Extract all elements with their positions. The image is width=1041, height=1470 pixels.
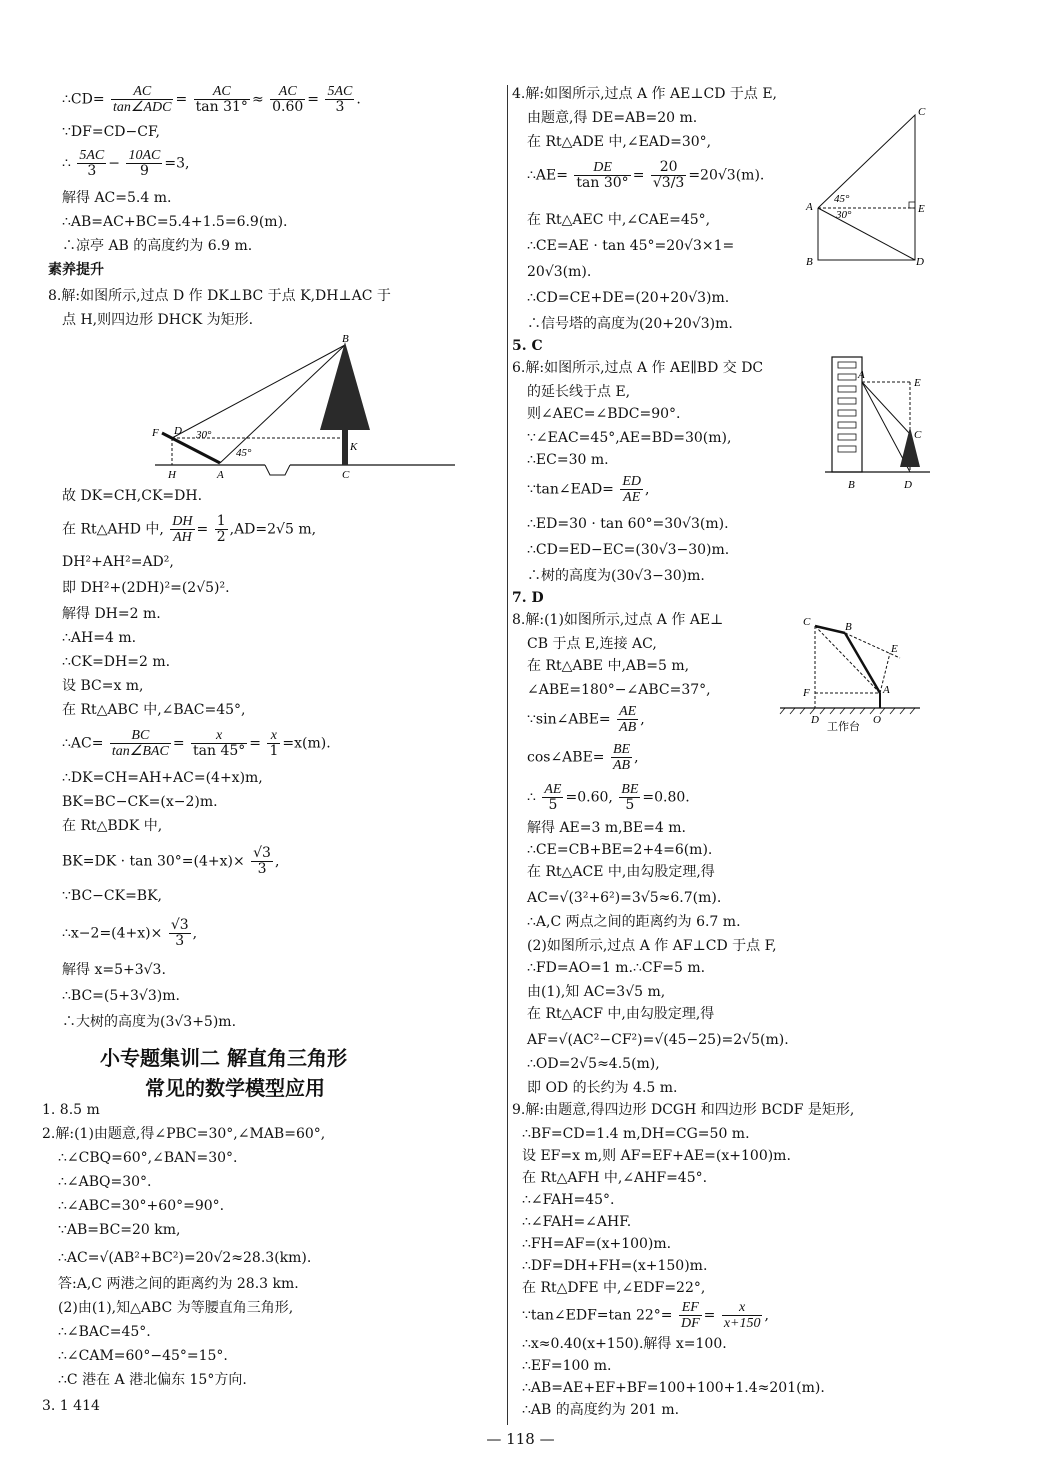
text-line: ∴CE=CB+BE=2+4=6(m). <box>527 842 713 858</box>
fig8-label: K <box>350 441 358 453</box>
text-line: ∴x≈0.40(x+150).解得 x=100. <box>522 1336 727 1352</box>
text-line: 在 Rt△ABE 中,AB=5 m, <box>527 658 690 674</box>
fig6-label: E <box>914 377 921 389</box>
text-line: ∴DF=DH+FH=(x+150)m. <box>522 1258 708 1274</box>
fig4-label: 45° <box>834 193 850 205</box>
eq-cd: ∴CD= $\frac{AC}{\text{tan∠ADC}}$ = $\frac{AC}{\tan 31^\circ}$ ≈ $\frac{AC}{0.60}$ = $\frac{5AC}{3}$ . <box>62 84 361 115</box>
text-line: 设 EF=x m,则 AF=EF+AE=(x+100)m. <box>522 1148 791 1164</box>
text-line: ∴大树的高度为(3√3+5)m. <box>62 1014 237 1030</box>
text-line: ∴OD=2√5≈4.5(m), <box>527 1056 660 1072</box>
text-line: ∴BC=(5+3√3)m. <box>62 988 180 1004</box>
text-line: ∵BC−CK=BK, <box>62 888 162 904</box>
text-line: 3. 1 414 <box>42 1398 100 1414</box>
text-line: ∴AH=4 m. <box>62 630 137 646</box>
eq-line: 在 Rt△AHD 中, $\frac{DH}{AH}$ = $\frac{1}{2}$ ,AD=2√5 m, <box>62 513 317 545</box>
text-line: 20√3(m). <box>527 264 592 280</box>
text-line: ∴EC=30 m. <box>527 452 609 468</box>
eq-line: ∴ $\frac{5AC}{3}$ − $\frac{10AC}{9}$ =3, <box>62 148 190 179</box>
text-line: ∴∠ABC=30°+60°=90°. <box>58 1198 225 1214</box>
text-line: 由题意,得 DE=AB=20 m. <box>527 110 698 126</box>
text-line: 解得 AE=3 m,BE=4 m. <box>527 820 686 836</box>
text-line: ∴AB=AC+BC=5.4+1.5=6.9(m). <box>62 214 288 230</box>
text-line: ∴∠FAH=45°. <box>522 1192 615 1208</box>
text-line: ∴AB=AE+EF+BF=100+100+1.4≈201(m). <box>522 1380 825 1396</box>
text-line: 9.解:由题意,得四边形 DCGH 和四边形 BCDF 是矩形, <box>512 1102 855 1118</box>
column-divider <box>507 85 508 1425</box>
text-line: 点 H,则四边形 DHCK 为矩形. <box>62 312 254 328</box>
text-line: 6.解:如图所示,过点 A 作 AE∥BD 交 DC <box>512 360 764 376</box>
text-line: 的延长线于点 E, <box>527 384 631 400</box>
text-line: ∴∠CAM=60°−45°=15°. <box>58 1348 228 1364</box>
text-line: DH²+AH²=AD², <box>62 554 174 570</box>
fig8r-label: D <box>811 714 819 726</box>
text-line: 在 Rt△ADE 中,∠EAD=30°, <box>527 134 712 150</box>
eq-line: ∴x−2=(4+x)× $\frac{√3}{3}$ , <box>62 917 198 949</box>
text-line: 8.解:(1)如图所示,过点 A 作 AE⊥ <box>512 612 724 628</box>
text-line: ∴凉亭 AB 的高度约为 6.9 m. <box>62 238 253 254</box>
text-line: 在 Rt△BDK 中, <box>62 818 163 834</box>
text-line: 在 Rt△AFH 中,∠AHF=45°. <box>522 1170 708 1186</box>
text-line: ∴∠BAC=45°. <box>58 1324 151 1340</box>
fig8r-label: B <box>845 621 852 633</box>
fig8-label: B <box>342 333 349 345</box>
fig6-label: D <box>904 479 912 491</box>
eq-line: ∴ $\frac{AE}{5}$ =0.60, $\frac{BE}{5}$ =0.80. <box>527 782 690 813</box>
text-line: 8.解:如图所示,过点 D 作 DK⊥BC 于点 K,DH⊥AC 于 <box>48 288 391 304</box>
fig6-label: A <box>858 369 865 381</box>
fig8r-label: E <box>891 643 898 655</box>
text-line: ∴树的高度为(30√3−30)m. <box>527 568 705 584</box>
text-line: 即 OD 的长约为 4.5 m. <box>527 1080 678 1096</box>
text-line: 在 Rt△ABC 中,∠BAC=45°, <box>62 702 246 718</box>
text-line: 解得 x=5+3√3. <box>62 962 166 978</box>
fig8-label: D <box>174 425 182 437</box>
fig4-label: A <box>806 201 813 213</box>
building-figure <box>820 352 935 492</box>
eq-line: cos∠ABE= $\frac{BE}{AB}$ , <box>527 742 639 773</box>
eq-line: ∵tan∠EAD= $\frac{ED}{AE}$ , <box>527 474 650 505</box>
answer-line: 7. D <box>512 590 544 606</box>
fig8-label: H <box>168 469 176 481</box>
fig8r-label: A <box>883 684 890 696</box>
fig4-label: C <box>918 106 926 118</box>
text-line: ∴A,C 两点之间的距离约为 6.7 m. <box>527 914 741 930</box>
fig8r-label: C <box>803 616 811 628</box>
tree-figure <box>150 330 460 485</box>
text-line: ∴BF=CD=1.4 m,DH=CG=50 m. <box>522 1126 750 1142</box>
text-line: AC=√(3²+6²)=3√5≈6.7(m). <box>527 890 722 906</box>
tower-figure <box>800 100 940 270</box>
eq-line: ∴AE= $\frac{DE}{\tan 30^\circ}$ = $\frac{20}{√3/3}$ =20√3(m). <box>527 159 765 191</box>
text-line: ∴AC=√(AB²+BC²)=20√2≈28.3(km). <box>58 1250 312 1266</box>
eq-line: ∵sin∠ABE= $\frac{AE}{AB}$ , <box>527 704 645 735</box>
text-line: (2)由(1),知△ABC 为等腰直角三角形, <box>58 1300 294 1316</box>
answer-line: 5. C <box>512 338 543 354</box>
eq-line: ∴AC= $\frac{BC}{\text{tan∠BAC}}$ = $\frac{x}{\tan 45^\circ}$ = $\frac{x}{1}$ =x(m). <box>62 728 331 759</box>
text-line: ∴∠FAH=∠AHF. <box>522 1214 632 1230</box>
fig4-label: 30° <box>836 209 852 221</box>
text-line: ∴C 港在 A 港北偏东 15°方向. <box>58 1372 247 1388</box>
text-line: ∵AB=BC=20 km, <box>58 1222 181 1238</box>
text-line: ∴DK=CH=AH+AC=(4+x)m, <box>62 770 263 786</box>
page-number: — 118 — <box>486 1430 555 1448</box>
text-line: 由(1),知 AC=3√5 m, <box>527 984 666 1000</box>
text-line: ∵DF=CD−CF, <box>62 124 160 140</box>
text-line: 在 Rt△ACF 中,由勾股定理,得 <box>527 1006 715 1022</box>
text-line: ∴CK=DH=2 m. <box>62 654 171 670</box>
eq-line: BK=DK · tan 30°=(4+x)× $\frac{√3}{3}$ , <box>62 845 280 877</box>
text-line: 设 BC=x m, <box>62 678 144 694</box>
text-line: ∴∠ABQ=30°. <box>58 1174 152 1190</box>
fig8-label: C <box>342 469 350 481</box>
fig8-label: 45° <box>236 447 252 459</box>
text-line: ∴FH=AF=(x+100)m. <box>522 1236 672 1252</box>
fig6-label: B <box>848 479 855 491</box>
text-line: 在 Rt△ACE 中,由勾股定理,得 <box>527 864 715 880</box>
fig8r-label: F <box>803 687 810 699</box>
text-line: 则∠AEC=∠BDC=90°. <box>527 406 681 422</box>
text-line: 解得 DH=2 m. <box>62 606 161 622</box>
text-line: ∴ED=30 · tan 60°=30√3(m). <box>527 516 729 532</box>
text-line: 答:A,C 两港之间的距离约为 28.3 km. <box>58 1276 299 1292</box>
text-line: 即 DH²+(2DH)²=(2√5)². <box>62 580 230 596</box>
text-line: CB 于点 E,连接 AC, <box>527 636 657 652</box>
text-line: (2)如图所示,过点 A 作 AF⊥CD 于点 F, <box>527 938 777 954</box>
text-line: AF=√(AC²−CF²)=√(45−25)=2√5(m). <box>527 1032 789 1048</box>
text-line: 1. 8.5 m <box>42 1102 100 1118</box>
fig8r-label: 工作台 <box>827 720 860 733</box>
workbench-figure <box>775 608 925 743</box>
text-line: ∴CE=AE · tan 45°=20√3×1= <box>527 238 735 254</box>
section-subtitle: 常见的数学模型应用 <box>145 1076 325 1100</box>
text-line: 4.解:如图所示,过点 A 作 AE⊥CD 于点 E, <box>512 86 777 102</box>
section-heading: 素养提升 <box>48 262 104 278</box>
eq-line: ∵tan∠EDF=tan 22°= $\frac{EF}{DF}$ = $\frac{x}{x+150}$ , <box>522 1300 769 1331</box>
text-line: ∴AB 的高度约为 201 m. <box>522 1402 680 1418</box>
text-line: 在 Rt△DFE 中,∠EDF=22°, <box>522 1280 706 1296</box>
fig8-label: A <box>217 469 224 481</box>
text-line: 解得 AC=5.4 m. <box>62 190 172 206</box>
fig4-label: D <box>916 256 924 268</box>
text-line: ∴CD=ED−EC=(30√3−30)m. <box>527 542 730 558</box>
section-title: 小专题集训二 解直角三角形 <box>100 1046 347 1070</box>
text-line: ∴FD=AO=1 m.∴CF=5 m. <box>527 960 706 976</box>
text-line: 2.解:(1)由题意,得∠PBC=30°,∠MAB=60°, <box>42 1126 326 1142</box>
text-line: BK=BC−CK=(x−2)m. <box>62 794 218 810</box>
fig6-label: C <box>914 429 922 441</box>
fig8r-label: O <box>873 714 881 726</box>
text-line: ∴信号塔的高度为(20+20√3)m. <box>527 316 733 332</box>
fig4-label: B <box>806 256 813 268</box>
text-line: 故 DK=CH,CK=DH. <box>62 488 203 504</box>
text-line: 在 Rt△AEC 中,∠CAE=45°, <box>527 212 711 228</box>
text-line: ∵∠EAC=45°,AE=BD=30(m), <box>527 430 732 446</box>
text-line: ∴∠CBQ=60°,∠BAN=30°. <box>58 1150 238 1166</box>
fig8-label: F <box>152 427 159 439</box>
text-line: ∴CD=CE+DE=(20+20√3)m. <box>527 290 730 306</box>
fig8-label: 30° <box>196 429 212 441</box>
fig4-label: E <box>918 203 925 215</box>
text-line: ∠ABE=180°−∠ABC=37°, <box>527 682 711 698</box>
text-line: ∴EF=100 m. <box>522 1358 612 1374</box>
